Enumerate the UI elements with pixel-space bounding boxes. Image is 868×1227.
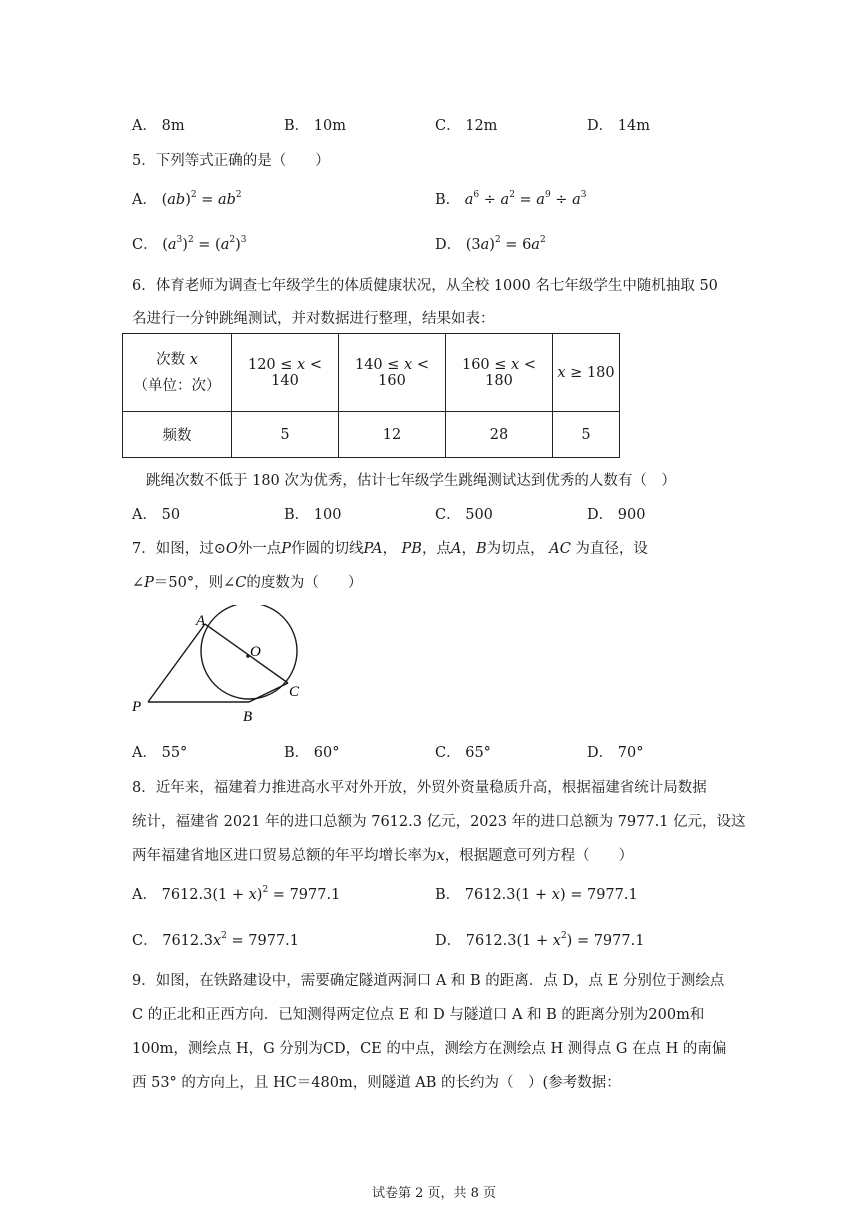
q6-option-c: C． 500 [435,507,493,523]
q6-option-a: A． 50 [132,507,181,523]
q9-stem-line4: 西 53° 的方向上，且 HC＝480m，则隧道 AB 的长约为（ ）(参考数据： [132,1075,621,1091]
q6-option-d: D． 900 [587,507,646,523]
table-header-label: 次数 x （单位：次） [123,334,232,412]
q6-stem-line3: 跳绳次数不低于 180 次为优秀，估计七年级学生跳绳测试达到优秀的人数有（ ） [146,473,676,489]
tangent-pa [148,624,205,702]
q4-option-c: C． 12m [435,118,498,134]
table-cell: 28 [446,412,553,458]
table-interval-3: 160 ≤ x < 180 [446,334,553,412]
label-a: A [196,613,206,629]
page-footer: 试卷第 2 页，共 8 页 [371,1186,497,1201]
label-o: O [250,644,261,660]
q6-option-b: B． 100 [284,507,342,523]
q5-option-a: A． $(ab)^2 = ab^2$ [132,190,242,208]
q5-option-b: B． $a^6 \div a^2 = a^9 \div a^3$ [435,190,587,208]
q6-stem-line1: 6．体育老师为调查七年级学生的体质健康状况，从全校 1000 名七年级学生中随机抽取 50 [132,278,718,294]
q9-stem-line2: C 的正北和正西方向．已知测得两定位点 E 和 D 与隧道口 A 和 B 的距离分别为200m和 [132,1007,705,1023]
q9-stem-line3: 100m，测绘点 H，G 分别为CD，CE 的中点，测绘方在测绘点 H 测得点 G 在点 H 的南偏 [132,1041,727,1057]
q7-option-c: C． 65° [435,745,491,761]
q4-option-b: B． 10m [284,118,346,134]
q4-option-d: D． 14m [587,118,650,134]
q5-option-c: C． $(a^3)^2 = (a^2)^3$ [132,235,247,253]
label-b: B [243,709,253,725]
q8-stem-line3: 两年福建省地区进口贸易总额的年平均增长率为x，根据题意可列方程（ ） [132,848,634,864]
table-row-label: 频数 [123,412,232,458]
table-row-header [123,334,620,412]
diameter-ac [205,624,288,683]
q5-option-d: D． $(3a)^2 = 6a^2$ [435,235,546,253]
table-cell: 5 [553,412,620,458]
table-interval-1: 120 ≤ x < 140 [232,334,339,412]
q5-stem: 5．下列等式正确的是（ ） [132,153,330,169]
q7-stem-line2: ∠P＝50°，则∠C的度数为（ ） [132,575,363,591]
chord-bc [249,683,288,702]
frequency-table [122,333,620,458]
table-cell: 5 [232,412,339,458]
q9-stem-line1: 9．如图，在铁路建设中，需要确定隧道两洞口 A 和 B 的距离．点 D，点 E 分别位于测绘点 [132,973,725,989]
label-c: C [289,684,300,700]
q7-option-d: D． 70° [587,745,644,761]
label-p: P [132,699,142,715]
q6-stem-line2: 名进行一分钟跳绳测试，并对数据进行整理，结果如表： [132,311,495,327]
q4-option-a: A． 8m [132,118,185,134]
q8-stem-line1: 8．近年来，福建着力推进高水平对外开放，外贸外资量稳质升高，根据福建省统计局数据 [132,780,707,796]
q8-option-d: D． $7612.3(1 + x^2) = 7977.1$ [435,931,645,949]
q8-option-b: B． 7612.3(1 + x) = 7977.1 [435,887,638,903]
q8-option-c: C． $7612.3x^2 = 7977.1$ [132,931,300,949]
q8-option-a: A． $7612.3(1 + x)^2 = 7977.1$ [132,885,341,903]
table-interval-4: x ≥ 180 [553,334,620,412]
q7-option-a: A． 55° [132,745,188,761]
table-cell: 12 [339,412,446,458]
q7-stem-line1: 7．如图，过⊙O外一点P作圆的切线PA， PB，点A，B为切点， AC 为直径，设 [132,541,648,557]
table-row-frequency [123,412,620,458]
table-interval-2: 140 ≤ x < 160 [339,334,446,412]
q8-stem-line2: 统计，福建省 2021 年的进口总额为 7612.3 亿元，2023 年的进口总额为 7977.1 亿元，设这 [132,814,746,830]
q7-option-b: B． 60° [284,745,340,761]
q7-figure [128,605,318,725]
